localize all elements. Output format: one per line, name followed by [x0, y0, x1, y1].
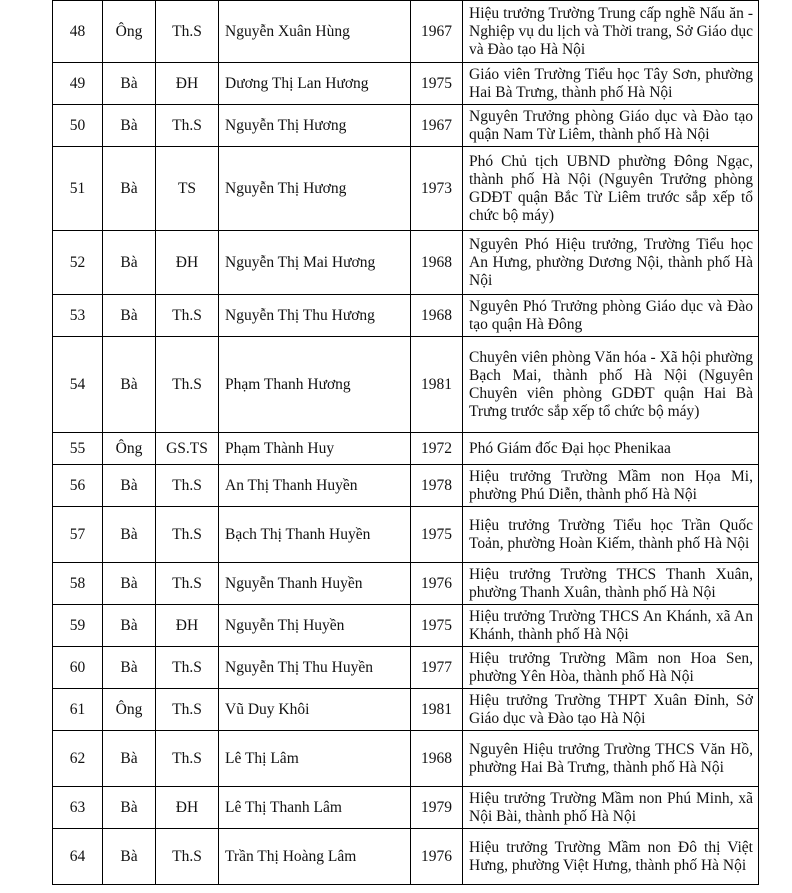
table-row [53, 231, 759, 295]
degree: Th.S [156, 1, 219, 63]
birth-year: 1968 [411, 231, 463, 295]
position-description: Hiệu trưởng Trường THPT Xuân Đỉnh, Sở Giáo dục và Đào tạo Hà Nội [463, 689, 759, 731]
person-name: Vũ Duy Khôi [219, 689, 411, 731]
person-name: Nguyễn Xuân Hùng [219, 1, 411, 63]
row-number: 53 [53, 295, 103, 337]
position-description: Phó Giám đốc Đại học Phenikaa [463, 433, 759, 465]
row-number: 52 [53, 231, 103, 295]
person-name: Nguyễn Thị Huyền [219, 605, 411, 647]
row-number: 49 [53, 63, 103, 105]
table-row [53, 563, 759, 605]
table-row [53, 295, 759, 337]
position-description: Giáo viên Trường Tiểu học Tây Sơn, phường Hai Bà Trưng, thành phố Hà Nội [463, 63, 759, 105]
honorific: Bà [103, 507, 156, 563]
row-number: 64 [53, 829, 103, 885]
position-description: Hiệu trưởng Trường THCS Thanh Xuân, phường Thanh Xuân, thành phố Hà Nội [463, 563, 759, 605]
honorific: Bà [103, 105, 156, 147]
table-row [53, 605, 759, 647]
degree: Th.S [156, 465, 219, 507]
honorific: Bà [103, 147, 156, 231]
degree: Th.S [156, 507, 219, 563]
table-row [53, 689, 759, 731]
position-description: Nguyên Phó Trưởng phòng Giáo dục và Đào tạo quận Hà Đông [463, 295, 759, 337]
table-row [53, 507, 759, 563]
table-row [53, 465, 759, 507]
birth-year: 1976 [411, 563, 463, 605]
degree: ĐH [156, 605, 219, 647]
person-name: Nguyễn Thanh Huyền [219, 563, 411, 605]
birth-year: 1967 [411, 1, 463, 63]
position-description: Hiệu trưởng Trường Mầm non Phú Minh, xã Nội Bài, thành phố Hà Nội [463, 787, 759, 829]
person-name: Nguyễn Thị Hương [219, 147, 411, 231]
row-number: 51 [53, 147, 103, 231]
honorific: Ông [103, 433, 156, 465]
table-row [53, 433, 759, 465]
position-description: Nguyên Phó Hiệu trưởng, Trường Tiểu học An Hưng, phường Dương Nội, thành phố Hà Nội [463, 231, 759, 295]
degree: Th.S [156, 563, 219, 605]
position-description: Hiệu trưởng Trường Mầm non Họa Mi, phường Phú Diễn, thành phố Hà Nội [463, 465, 759, 507]
birth-year: 1977 [411, 647, 463, 689]
table-row [53, 787, 759, 829]
table-body [53, 1, 759, 885]
row-number: 58 [53, 563, 103, 605]
row-number: 61 [53, 689, 103, 731]
honoree-table [52, 0, 759, 885]
person-name: An Thị Thanh Huyền [219, 465, 411, 507]
row-number: 54 [53, 337, 103, 433]
degree: ĐH [156, 231, 219, 295]
birth-year: 1979 [411, 787, 463, 829]
position-description: Nguyên Trưởng phòng Giáo dục và Đào tạo quận Nam Từ Liêm, thành phố Hà Nội [463, 105, 759, 147]
person-name: Trần Thị Hoàng Lâm [219, 829, 411, 885]
birth-year: 1972 [411, 433, 463, 465]
person-name: Phạm Thành Huy [219, 433, 411, 465]
degree: Th.S [156, 337, 219, 433]
table-row [53, 731, 759, 787]
row-number: 63 [53, 787, 103, 829]
row-number: 62 [53, 731, 103, 787]
honorific: Bà [103, 605, 156, 647]
degree: Th.S [156, 105, 219, 147]
person-name: Dương Thị Lan Hương [219, 63, 411, 105]
degree: Th.S [156, 689, 219, 731]
row-number: 50 [53, 105, 103, 147]
person-name: Lê Thị Thanh Lâm [219, 787, 411, 829]
position-description: Chuyên viên phòng Văn hóa - Xã hội phường Bạch Mai, thành phố Hà Nội (Nguyên Chuyên viên phòng GDĐT quận Hai Bà Trưng trước sắp xếp tổ chức bộ máy) [463, 337, 759, 433]
row-number: 56 [53, 465, 103, 507]
birth-year: 1976 [411, 829, 463, 885]
birth-year: 1981 [411, 689, 463, 731]
birth-year: 1975 [411, 63, 463, 105]
person-name: Nguyễn Thị Thu Huyền [219, 647, 411, 689]
honorific: Bà [103, 787, 156, 829]
degree: ĐH [156, 787, 219, 829]
degree: Th.S [156, 647, 219, 689]
honorific: Bà [103, 465, 156, 507]
person-name: Phạm Thanh Hương [219, 337, 411, 433]
honorific: Bà [103, 731, 156, 787]
position-description: Phó Chủ tịch UBND phường Đông Ngạc, thành phố Hà Nội (Nguyên Trưởng phòng GDĐT quận Bắc Từ Liêm trước sắp xếp tổ chức bộ máy) [463, 147, 759, 231]
birth-year: 1968 [411, 731, 463, 787]
position-description: Hiệu trưởng Trường Mầm non Hoa Sen, phường Yên Hòa, thành phố Hà Nội [463, 647, 759, 689]
degree: ĐH [156, 63, 219, 105]
birth-year: 1967 [411, 105, 463, 147]
position-description: Hiệu trưởng Trường Mầm non Đô thị Việt Hưng, phường Việt Hưng, thành phố Hà Nội [463, 829, 759, 885]
degree: Th.S [156, 829, 219, 885]
position-description: Nguyên Hiệu trưởng Trường THCS Văn Hồ, phường Hai Bà Trưng, thành phố Hà Nội [463, 731, 759, 787]
honorific: Ông [103, 1, 156, 63]
birth-year: 1975 [411, 507, 463, 563]
birth-year: 1975 [411, 605, 463, 647]
table-row [53, 147, 759, 231]
birth-year: 1968 [411, 295, 463, 337]
position-description: Hiệu trưởng Trường Tiểu học Trần Quốc Toản, phường Hoàn Kiếm, thành phố Hà Nội [463, 507, 759, 563]
page-edge [0, 0, 2, 893]
degree: Th.S [156, 731, 219, 787]
row-number: 59 [53, 605, 103, 647]
honorific: Bà [103, 63, 156, 105]
position-description: Hiệu trưởng Trường Trung cấp nghề Nấu ăn - Nghiệp vụ du lịch và Thời trang, Sở Giáo dục và Đào tạo Hà Nội [463, 1, 759, 63]
birth-year: 1973 [411, 147, 463, 231]
person-name: Bạch Thị Thanh Huyền [219, 507, 411, 563]
row-number: 48 [53, 1, 103, 63]
person-name: Nguyễn Thị Thu Hương [219, 295, 411, 337]
honorific: Bà [103, 829, 156, 885]
degree: Th.S [156, 295, 219, 337]
honorific: Bà [103, 337, 156, 433]
degree: TS [156, 147, 219, 231]
honorific: Bà [103, 295, 156, 337]
row-number: 57 [53, 507, 103, 563]
table-row [53, 337, 759, 433]
row-number: 55 [53, 433, 103, 465]
honorific: Bà [103, 231, 156, 295]
birth-year: 1981 [411, 337, 463, 433]
honorific: Ông [103, 689, 156, 731]
person-name: Nguyễn Thị Mai Hương [219, 231, 411, 295]
table-row [53, 105, 759, 147]
birth-year: 1978 [411, 465, 463, 507]
person-name: Lê Thị Lâm [219, 731, 411, 787]
honorific: Bà [103, 563, 156, 605]
table-row [53, 1, 759, 63]
degree: GS.TS [156, 433, 219, 465]
honorific: Bà [103, 647, 156, 689]
position-description: Hiệu trưởng Trường THCS An Khánh, xã An Khánh, thành phố Hà Nội [463, 605, 759, 647]
row-number: 60 [53, 647, 103, 689]
person-name: Nguyễn Thị Hương [219, 105, 411, 147]
table-row [53, 829, 759, 885]
table-row [53, 63, 759, 105]
table-row [53, 647, 759, 689]
